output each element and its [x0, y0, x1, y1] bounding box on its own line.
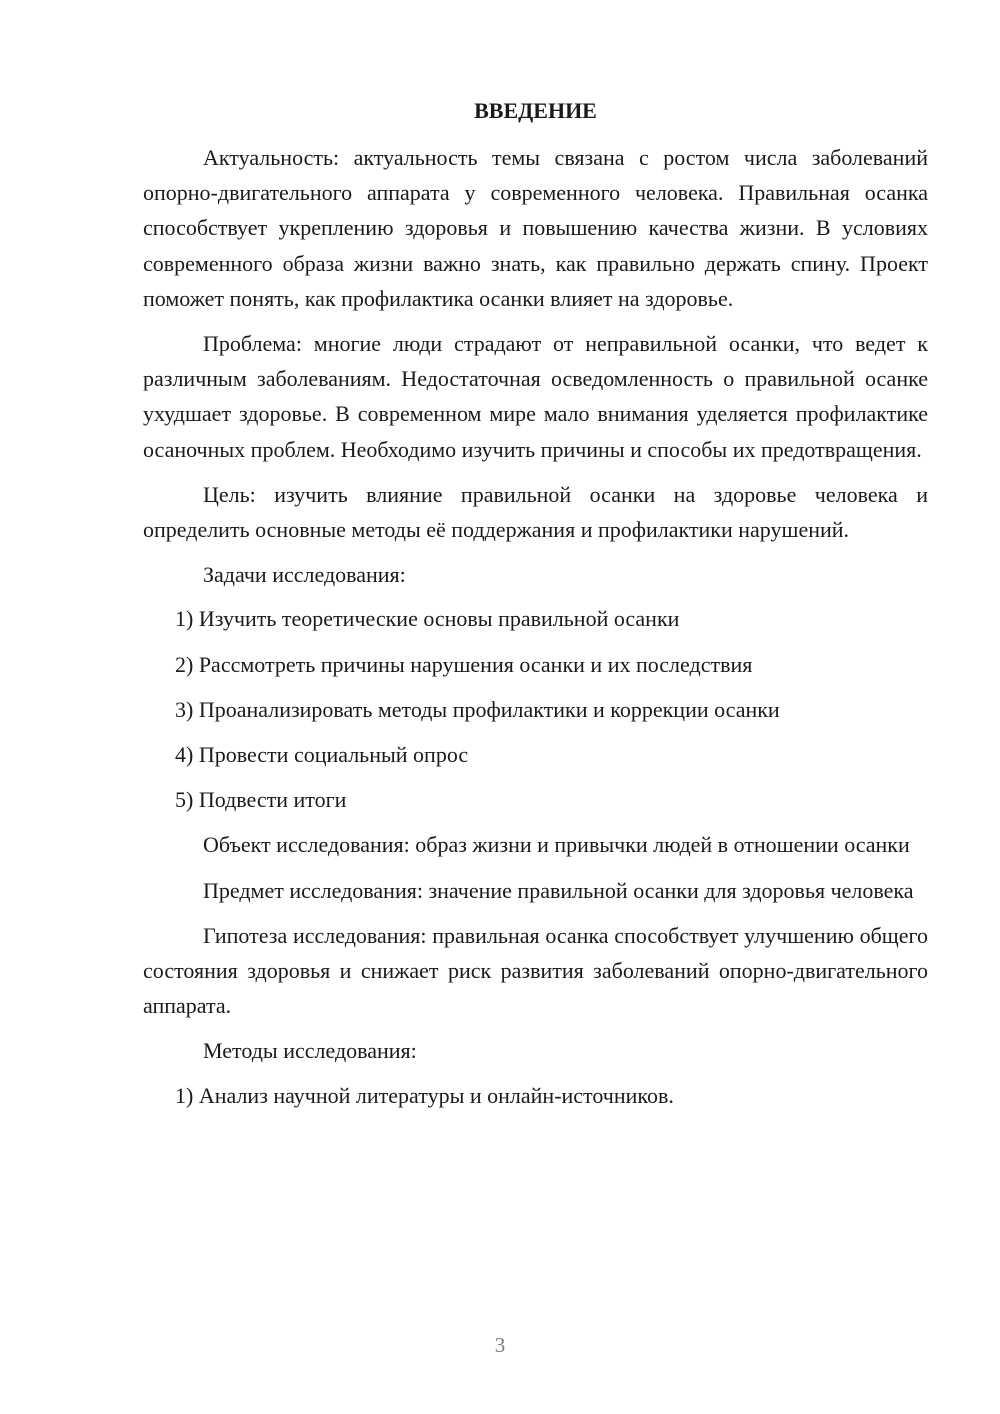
relevance-paragraph: Актуальность: актуальность темы связана с ростом числа заболеваний опорно-двигательного аппарата у современного человека. Правильная осанка способствует укреплению здоровья и повышению качества жизни. В условиях современного образа жизни важно знать, как правильно держать спину. Проект поможет понять, как профилактика осанки влияет на здоровье. — [143, 145, 928, 311]
goal-paragraph: Цель: изучить влияние правильной осанки на здоровье человека и определить основные методы её поддержания и профилактики нарушений. — [143, 481, 928, 543]
list-item: 4) Провести социальный опрос — [175, 742, 469, 768]
list-item: 1) Анализ научной литературы и онлайн-источников. — [175, 1082, 674, 1108]
list-item: 3) Проанализировать методы профилактики и коррекции осанки — [175, 696, 780, 722]
page-number: 3 — [494, 1333, 506, 1357]
hypothesis-paragraph: Гипотеза исследования: правильная осанка способствует улучшению общего состояния здоровья и снижает риск развития заболеваний опорно-двигательного аппарата. — [143, 922, 928, 1019]
page-content — [143, 94, 928, 1123]
subject-paragraph: Предмет исследования: значение правильной осанки для здоровья человека — [203, 877, 914, 903]
list-item: 1) Изучить теоретические основы правильной осанки — [175, 606, 680, 632]
page-title: ВВЕДЕНИЕ — [474, 98, 597, 123]
tasks-list — [143, 601, 928, 817]
methods-list — [143, 1078, 928, 1113]
tasks-heading: Задачи исследования: — [203, 562, 406, 588]
methods-heading: Методы исследования: — [203, 1038, 417, 1064]
list-item: 5) Подвести итоги — [175, 787, 347, 813]
list-item: 2) Рассмотреть причины нарушения осанки и их последствия — [175, 651, 753, 677]
problem-paragraph: Проблема: многие люди страдают от неправильной осанки, что ведет к различным заболеваниям. Недостаточная осведомленность о правильной осанке ухудшает здоровье. В современном мире мало внимания уделяется профилактике осаночных проблем. Необходимо изучить причины и способы их предотвращения. — [143, 331, 928, 462]
object-paragraph: Объект исследования: образ жизни и привычки людей в отношении осанки — [203, 832, 910, 858]
